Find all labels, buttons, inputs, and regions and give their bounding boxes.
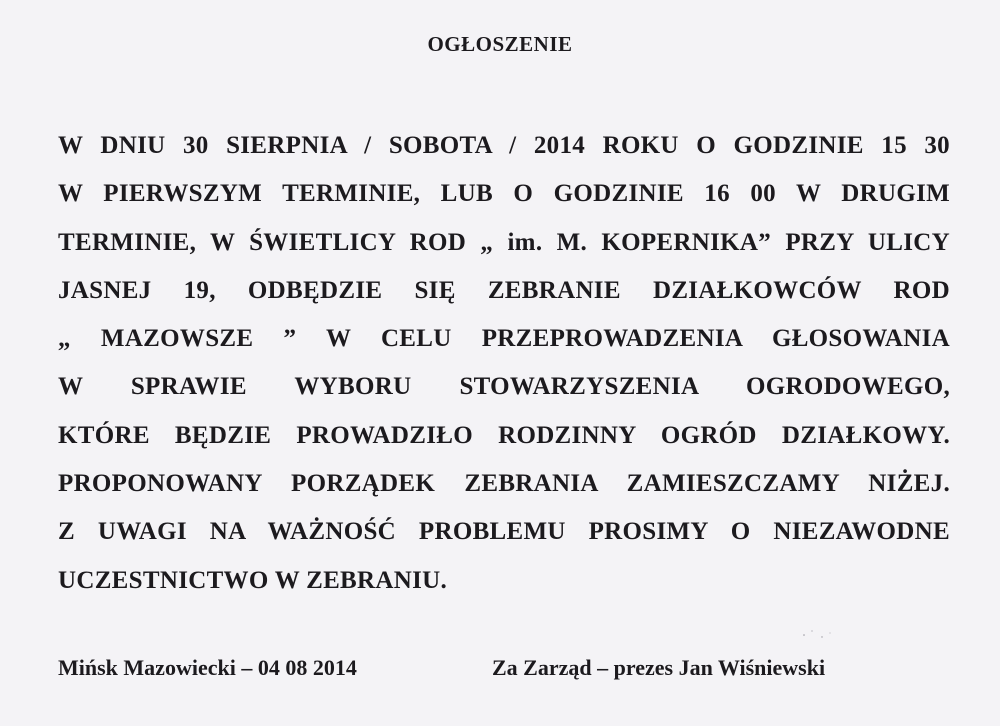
notice-line-6: W SPRAWIE WYBORU STOWARZYSZENIA OGRODOWEGO, [58, 373, 950, 401]
notice-line-5: „ MAZOWSZE ” W CELU PRZEPROWADZENIA GŁOSOWANIA [58, 325, 950, 353]
paper-specks [800, 625, 840, 645]
notice-line-7: KTÓRE BĘDZIE PROWADZIŁO RODZINNY OGRÓD DZIAŁKOWY. [58, 421, 950, 449]
notice-line-1: W DNIU 30 SIERPNIA / SOBOTA / 2014 ROKU O GODZINIE 15 30 [58, 132, 950, 159]
notice-line-2: W PIERWSZYM TERMINIE, LUB O GODZINIE 16 00 W DRUGIM [58, 180, 950, 208]
signature: Za Zarząd – prezes Jan Wiśniewski [492, 655, 826, 680]
notice-line-9: Z UWAGI NA WAŻNOŚĆ PROBLEMU PROSIMY O NIEZAWODNE [58, 518, 950, 546]
notice-body [58, 126, 950, 609]
place-and-date: Mińsk Mazowiecki – 04 08 2014 [58, 655, 357, 680]
notice-title: OGŁOSZENIE [427, 32, 573, 56]
notice-line-4: JASNEJ 19, ODBĘDZIE SIĘ ZEBRANIE DZIAŁKOWCÓW ROD [58, 276, 950, 304]
notice-line-3: TERMINIE, W ŚWIETLICY ROD „ im. M. KOPERNIKA” PRZY ULICY [58, 228, 950, 256]
notice-line-8: PROPONOWANY PORZĄDEK ZEBRANIA ZAMIESZCZAMY NIŻEJ. [58, 470, 950, 498]
notice-line-10: UCZESTNICTWO W ZEBRANIU. [58, 566, 448, 594]
